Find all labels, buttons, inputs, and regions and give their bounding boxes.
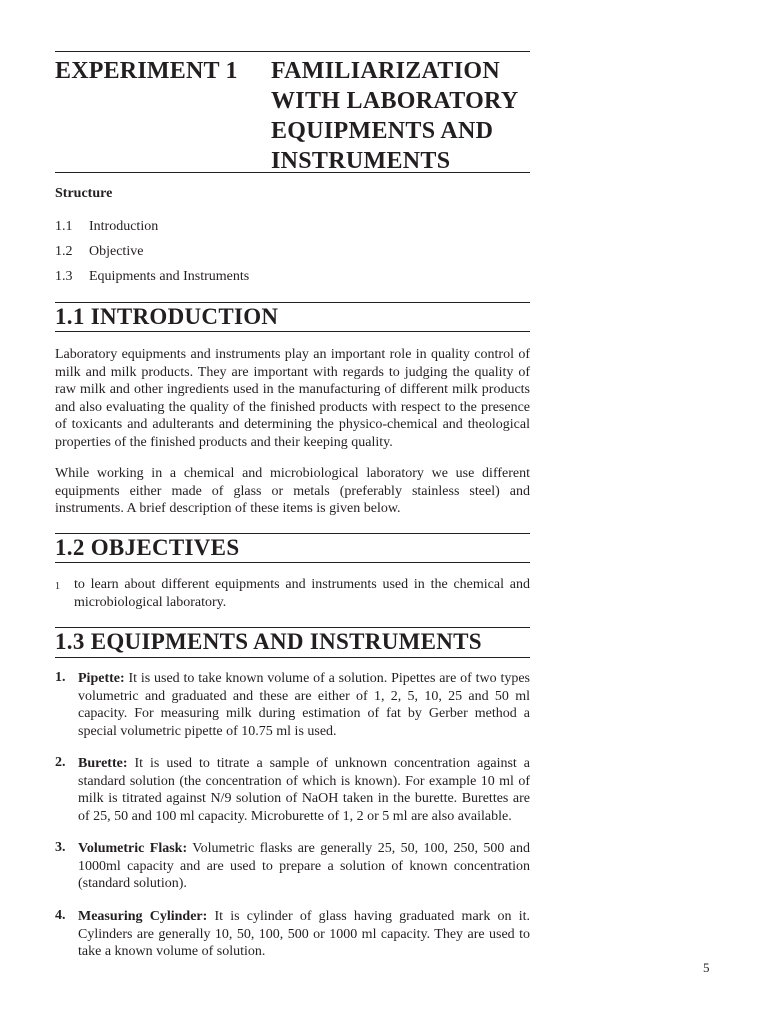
intro-paragraph: Laboratory equipments and instruments play an important role in quality control of milk and milk products. They are important with regards to judging the quality of raw milk and other ingredients used in the manufacturing of different milk products and also evaluating the quality of the finished products with respect to the presence of toxicants and adulterants and determining the physico-chemical and theological properties of the finished products and their keeping quality. bbox=[55, 347, 530, 450]
section-heading-equipments: 1.3 EQUIPMENTS AND INSTRUMENTS bbox=[55, 629, 482, 654]
equipment-item-volumetric-flask bbox=[78, 840, 530, 893]
title-line: FAMILIARIZATION bbox=[271, 58, 500, 84]
objective-item: to learn about different equipments and instruments used in the chemical and microbiological laboratory. bbox=[74, 577, 530, 610]
toc-number: 1.2 bbox=[55, 244, 73, 259]
toc-number: 1.3 bbox=[55, 269, 73, 284]
toc-item bbox=[55, 244, 143, 260]
toc-item bbox=[55, 269, 249, 285]
title-line: WITH LABORATORY bbox=[271, 88, 519, 114]
section-heading-objectives: 1.2 OBJECTIVES bbox=[55, 535, 240, 560]
item-term: Burette: bbox=[78, 756, 128, 771]
toc-number: 1.1 bbox=[55, 219, 73, 234]
page-number: 5 bbox=[703, 960, 710, 975]
item-number: 3. bbox=[55, 840, 66, 855]
equipment-item-pipette bbox=[78, 670, 530, 740]
item-number: 2. bbox=[55, 755, 66, 770]
toc-item bbox=[55, 219, 158, 235]
experiment-label: EXPERIMENT 1 bbox=[55, 58, 238, 84]
item-text: It is cylinder of glass having graduated mark on it. Cylinders are generally 10, 50, 100, 500 or 1000 ml capacity. They are used to take a known volume of solution. bbox=[78, 909, 530, 960]
item-term: Volumetric Flask: bbox=[78, 841, 188, 856]
section-rule bbox=[55, 562, 530, 563]
item-text: It is used to titrate a sample of unknown concentration against a standard solution (the concentration of which is known). For example 10 ml of milk is titrated against N/9 solution of NaOH taken in the burette. Burettes are of 25, 50 and 100 ml capacity. Microburette of 1, 2 or 5 ml are also available. bbox=[78, 756, 530, 824]
item-number: 1. bbox=[55, 670, 66, 685]
experiment-title bbox=[271, 56, 518, 176]
item-number: 4. bbox=[55, 908, 66, 923]
section-rule bbox=[55, 657, 530, 658]
item-text: It is used to take known volume of a solution. Pipettes are of two types volumetric and graduated and these are either of 1, 2, 5, 10, 25 and 50 ml capacity. For measuring milk during estimation of fat by Gerber method a special volumetric pipette of 10.75 ml is used. bbox=[78, 671, 530, 739]
header-bottom-rule bbox=[55, 172, 530, 173]
equipment-item-burette bbox=[78, 755, 530, 825]
intro-paragraph: While working in a chemical and microbiological laboratory we use different equipments either made of glass or metals (preferably stainless steel) and instruments. A brief description of these items is given below. bbox=[55, 466, 530, 517]
section-heading-introduction: 1.1 INTRODUCTION bbox=[55, 304, 279, 329]
header-top-rule bbox=[55, 51, 530, 52]
title-line: INSTRUMENTS bbox=[271, 148, 451, 174]
item-term: Measuring Cylinder: bbox=[78, 909, 208, 924]
equipment-item-measuring-cylinder bbox=[78, 908, 530, 961]
toc-label: Equipments and Instruments bbox=[89, 269, 250, 284]
item-text: Volumetric flasks are generally 25, 50, 100, 250, 500 and 1000ml capacity and are used to prepare a solution of known concentration (standard solution). bbox=[78, 841, 530, 892]
title-line: EQUIPMENTS AND bbox=[271, 118, 494, 144]
structure-heading: Structure bbox=[55, 186, 113, 201]
toc-label: Introduction bbox=[89, 219, 159, 234]
toc-label: Objective bbox=[89, 244, 144, 259]
section-rule bbox=[55, 331, 530, 332]
item-term: Pipette: bbox=[78, 671, 125, 686]
bullet-marker: 1 bbox=[55, 581, 60, 592]
